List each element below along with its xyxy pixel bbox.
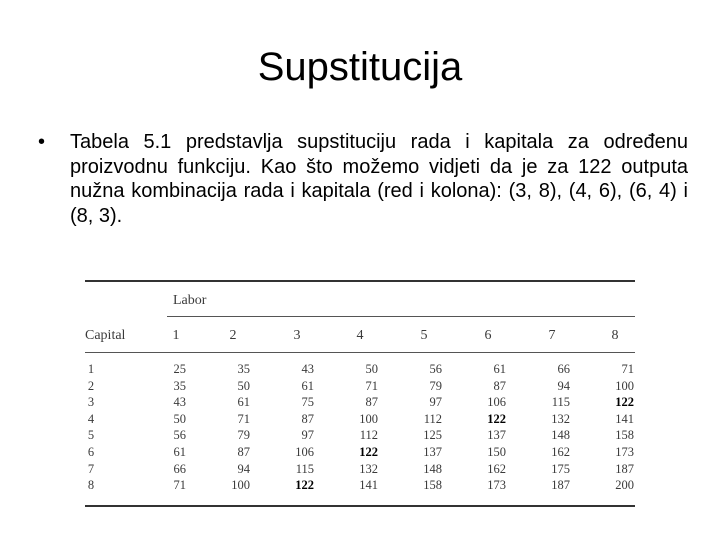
table-cell: 106 bbox=[295, 445, 314, 459]
capital-label: Capital bbox=[85, 328, 126, 343]
table-cell: 25 bbox=[173, 362, 186, 376]
table-cell: 122 bbox=[615, 395, 634, 410]
table-cell: 79 bbox=[429, 378, 442, 393]
table-cell: 162 bbox=[551, 445, 570, 459]
row-label: 2 bbox=[87, 378, 95, 393]
table-cell: 132 bbox=[359, 461, 378, 476]
table-cell: 66 bbox=[173, 461, 186, 476]
table-bottom-rule bbox=[85, 505, 635, 507]
column-header: 4 bbox=[356, 328, 364, 343]
table-cell: 35 bbox=[173, 378, 186, 393]
table-cell: 100 bbox=[231, 478, 250, 493]
column-header: 3 bbox=[293, 328, 301, 343]
table-cell: 141 bbox=[615, 411, 634, 426]
table-cell: 148 bbox=[551, 428, 570, 443]
table-cell: 150 bbox=[487, 445, 506, 459]
bullet-paragraph bbox=[38, 130, 688, 228]
row-label: 8 bbox=[87, 478, 95, 493]
table-cell: 50 bbox=[173, 411, 186, 426]
table-cell: 66 bbox=[557, 362, 570, 376]
table-cell: 94 bbox=[237, 461, 250, 476]
table-cell: 71 bbox=[173, 478, 186, 493]
table-cell: 112 bbox=[423, 411, 442, 426]
table-cell: 148 bbox=[423, 461, 442, 476]
table-top-rule bbox=[85, 280, 635, 282]
column-header: 5 bbox=[420, 328, 428, 343]
table-cell: 61 bbox=[237, 395, 250, 410]
table-cell: 115 bbox=[551, 395, 570, 410]
table-cell: 50 bbox=[237, 378, 250, 393]
table-cell: 56 bbox=[173, 428, 186, 443]
table-cell: 94 bbox=[557, 378, 570, 393]
table-cell: 87 bbox=[493, 378, 506, 393]
column-header: 2 bbox=[229, 328, 237, 343]
row-label: 3 bbox=[87, 395, 95, 410]
bullet-text: Tabela 5.1 predstavlja supstituciju rada i kapitala za određenu proizvodnu funkciju. Kao što možemo vidjeti da je za 122 outputa nužna kombinacija rada i kapitala (red i kolona): (3, 8), (4, 6), (6, 4) i (8, 3). bbox=[70, 131, 688, 227]
slide-title: Supstitucija bbox=[257, 45, 463, 89]
table-cell: 61 bbox=[301, 378, 314, 393]
row-label: 4 bbox=[87, 411, 95, 426]
table-cell: 141 bbox=[359, 478, 378, 493]
table-cell: 187 bbox=[551, 478, 570, 493]
table-cell: 132 bbox=[551, 411, 570, 426]
table-cell: 112 bbox=[359, 428, 378, 443]
production-table bbox=[85, 277, 635, 510]
row-label: 1 bbox=[87, 362, 95, 376]
table-cell: 71 bbox=[621, 362, 634, 376]
table-cell: 35 bbox=[237, 362, 250, 376]
column-header: 6 bbox=[484, 328, 492, 343]
table-cell: 79 bbox=[237, 428, 250, 443]
table-cell: 97 bbox=[301, 428, 314, 443]
table-cell: 162 bbox=[487, 461, 506, 476]
table-cell: 137 bbox=[423, 445, 442, 459]
table-cell: 43 bbox=[173, 395, 186, 410]
table-cell: 71 bbox=[237, 411, 250, 426]
table-cell: 61 bbox=[493, 362, 506, 376]
row-label: 7 bbox=[87, 461, 95, 476]
table-cell: 43 bbox=[301, 362, 314, 376]
table-cell: 87 bbox=[237, 445, 250, 459]
table-cell: 158 bbox=[423, 478, 442, 493]
header-rule bbox=[85, 352, 635, 353]
table-cell: 115 bbox=[295, 461, 314, 476]
table-cell: 137 bbox=[487, 428, 506, 443]
column-header: 1 bbox=[172, 328, 180, 343]
table-cell: 56 bbox=[429, 362, 442, 376]
table-cell: 100 bbox=[615, 378, 634, 393]
column-header: 7 bbox=[548, 328, 556, 343]
row-label: 5 bbox=[87, 428, 95, 443]
table-cell: 87 bbox=[365, 395, 378, 410]
table-cell: 97 bbox=[429, 395, 442, 410]
table-cell: 122 bbox=[359, 445, 378, 459]
table-cell: 122 bbox=[295, 478, 314, 493]
table-cell: 106 bbox=[487, 395, 506, 410]
table-cell: 100 bbox=[359, 411, 378, 426]
table-cell: 71 bbox=[365, 378, 378, 393]
table-cell: 200 bbox=[615, 478, 634, 493]
table-cell: 75 bbox=[301, 395, 314, 410]
table-cell: 173 bbox=[487, 478, 506, 493]
table-cell: 158 bbox=[615, 428, 634, 443]
table-cell: 50 bbox=[365, 362, 378, 376]
table-cell: 187 bbox=[615, 461, 634, 476]
column-header: 8 bbox=[611, 328, 619, 343]
row-label: 6 bbox=[87, 445, 95, 459]
table-cell: 61 bbox=[173, 445, 186, 459]
table-cell: 87 bbox=[301, 411, 314, 426]
table-cell: 125 bbox=[423, 428, 442, 443]
table-cell: 122 bbox=[487, 411, 506, 426]
labor-label: Labor bbox=[173, 293, 207, 308]
table-cell: 173 bbox=[615, 445, 634, 459]
labor-rule bbox=[167, 316, 635, 317]
table-cell: 175 bbox=[551, 461, 570, 476]
bullet-dot-icon: • bbox=[38, 131, 46, 153]
